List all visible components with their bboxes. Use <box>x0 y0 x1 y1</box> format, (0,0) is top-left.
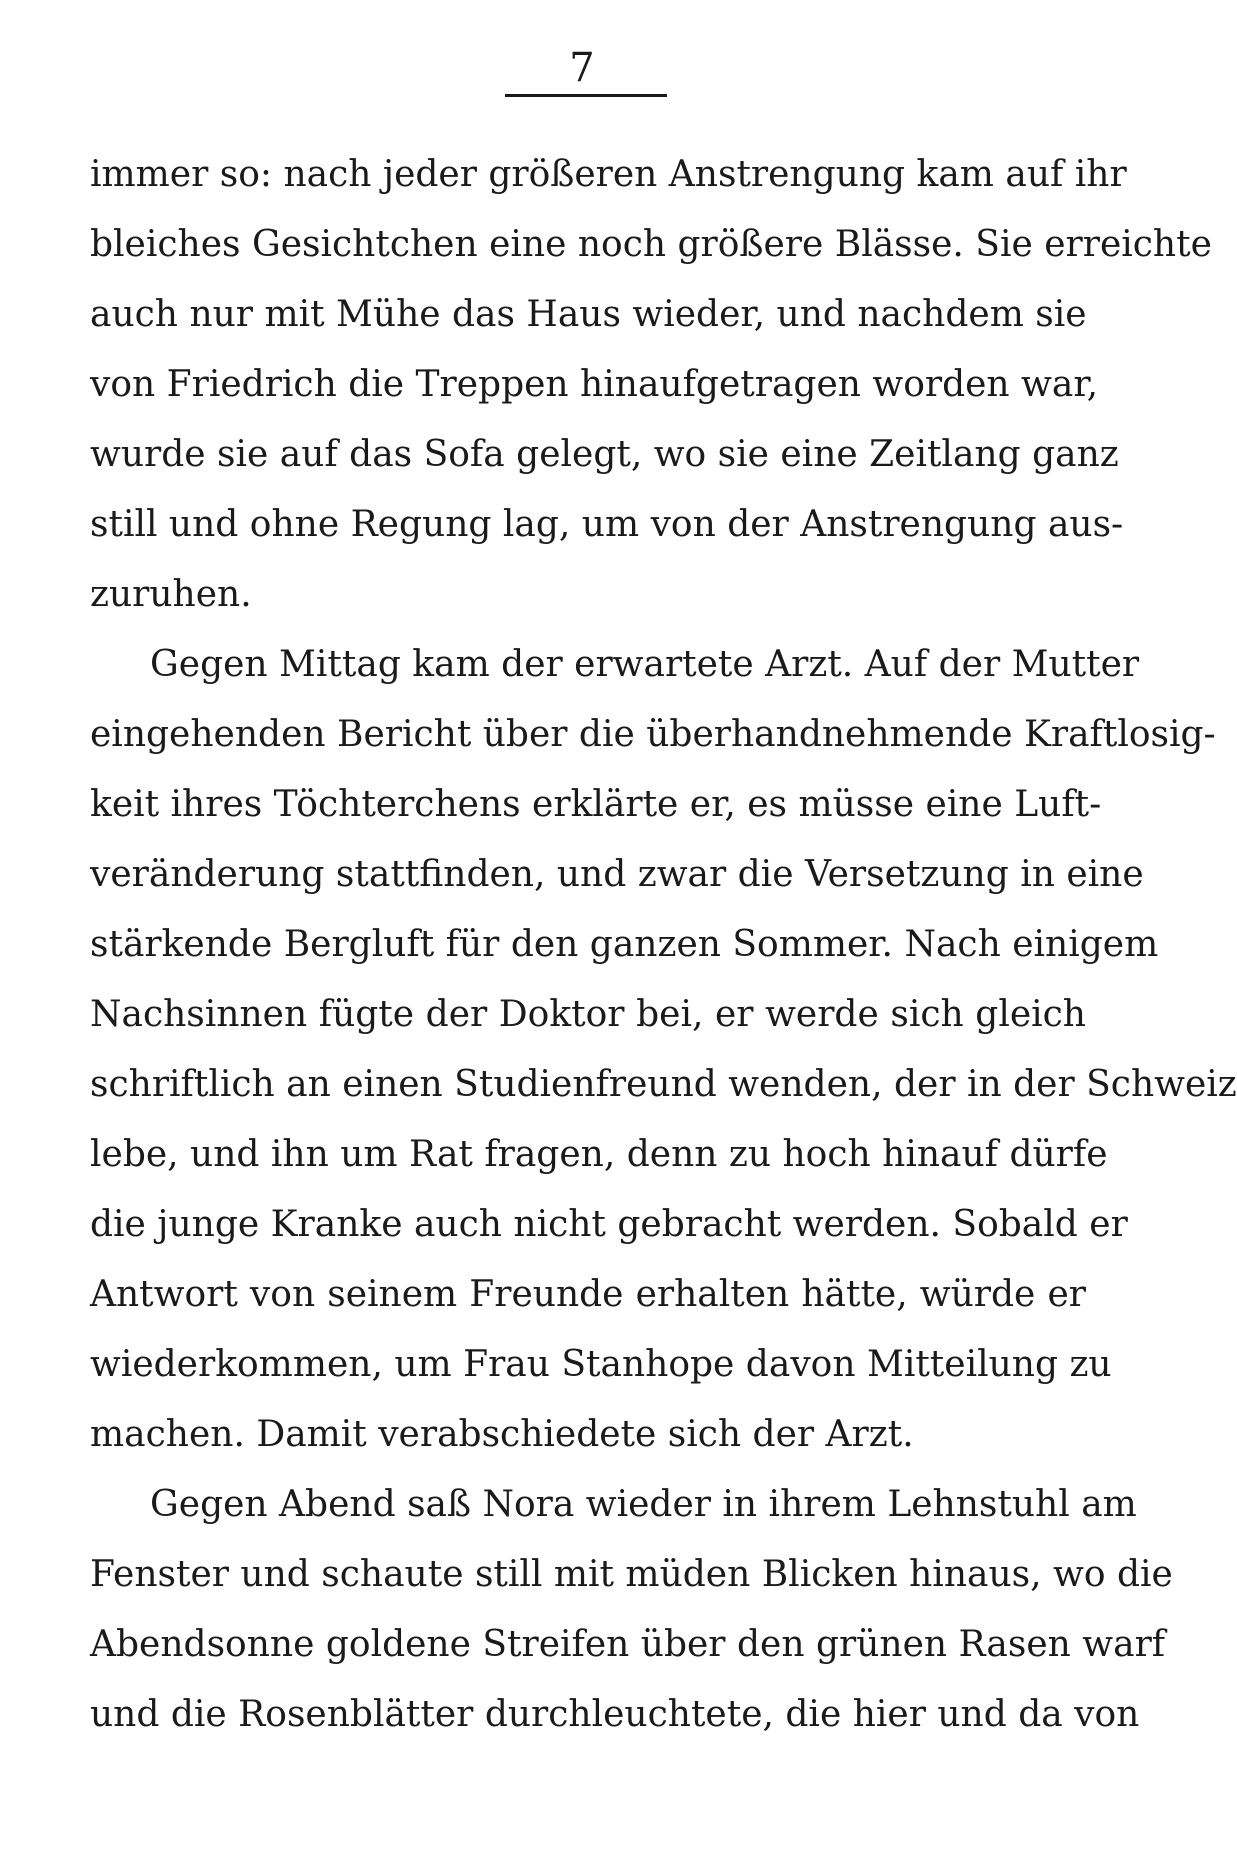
text-line: von Friedrich die Treppen hinaufgetragen worden war, <box>90 364 1099 405</box>
text-line: Nachsinnen fügte der Doktor bei, er werde sich gleich <box>90 994 1086 1035</box>
text-line: Abendsonne goldene Streifen über den grünen Rasen warf <box>90 1624 1166 1665</box>
page-number: 7 <box>569 45 595 91</box>
text-line: machen. Damit verabschiedete sich der Arzt. <box>90 1414 914 1455</box>
text-line: auch nur mit Mühe das Haus wieder, und nachdem sie <box>90 294 1087 335</box>
paragraph-3 <box>90 1470 1173 1750</box>
text-line: lebe, und ihn um Rat fragen, denn zu hoch hinauf dürfe <box>90 1134 1108 1175</box>
text-line: zuruhen. <box>90 574 252 615</box>
paragraph-2 <box>90 630 1237 1470</box>
text-line: bleiches Gesichtchen eine noch größere Blässe. Sie erreichte <box>90 224 1212 265</box>
text-line: Gegen Abend saß Nora wieder in ihrem Lehnstuhl am <box>150 1484 1137 1525</box>
text-line: wurde sie auf das Sofa gelegt, wo sie eine Zeitlang ganz <box>90 434 1119 475</box>
text-line: keit ihres Töchterchens erklärte er, es müsse eine Luft- <box>90 784 1102 825</box>
page-number-rule <box>505 94 667 97</box>
text-line: und die Rosenblätter durchleuchtete, die hier und da von <box>90 1694 1140 1735</box>
body-text <box>90 140 1237 1750</box>
text-line: still und ohne Regung lag, um von der Anstrengung aus- <box>90 504 1124 545</box>
text-line: Fenster und schaute still mit müden Blicken hinaus, wo die <box>90 1554 1173 1595</box>
text-line: stärkende Bergluft für den ganzen Sommer. Nach einigem <box>90 924 1159 965</box>
text-line: eingehenden Bericht über die überhandnehmende Kraftlosig- <box>90 714 1216 755</box>
text-line: Gegen Mittag kam der erwartete Arzt. Auf der Mutter <box>150 644 1140 685</box>
text-line: Antwort von seinem Freunde erhalten hätte, würde er <box>90 1274 1086 1315</box>
text-line: die junge Kranke auch nicht gebracht werden. Sobald er <box>90 1204 1128 1245</box>
paragraph-1 <box>90 140 1212 630</box>
text-line: veränderung stattfinden, und zwar die Versetzung in eine <box>90 854 1144 895</box>
text-line: wiederkommen, um Frau Stanhope davon Mitteilung zu <box>90 1344 1112 1385</box>
text-line: immer so: nach jeder größeren Anstrengung kam auf ihr <box>90 154 1127 195</box>
text-line: schriftlich an einen Studienfreund wenden, der in der Schweiz <box>90 1064 1237 1105</box>
